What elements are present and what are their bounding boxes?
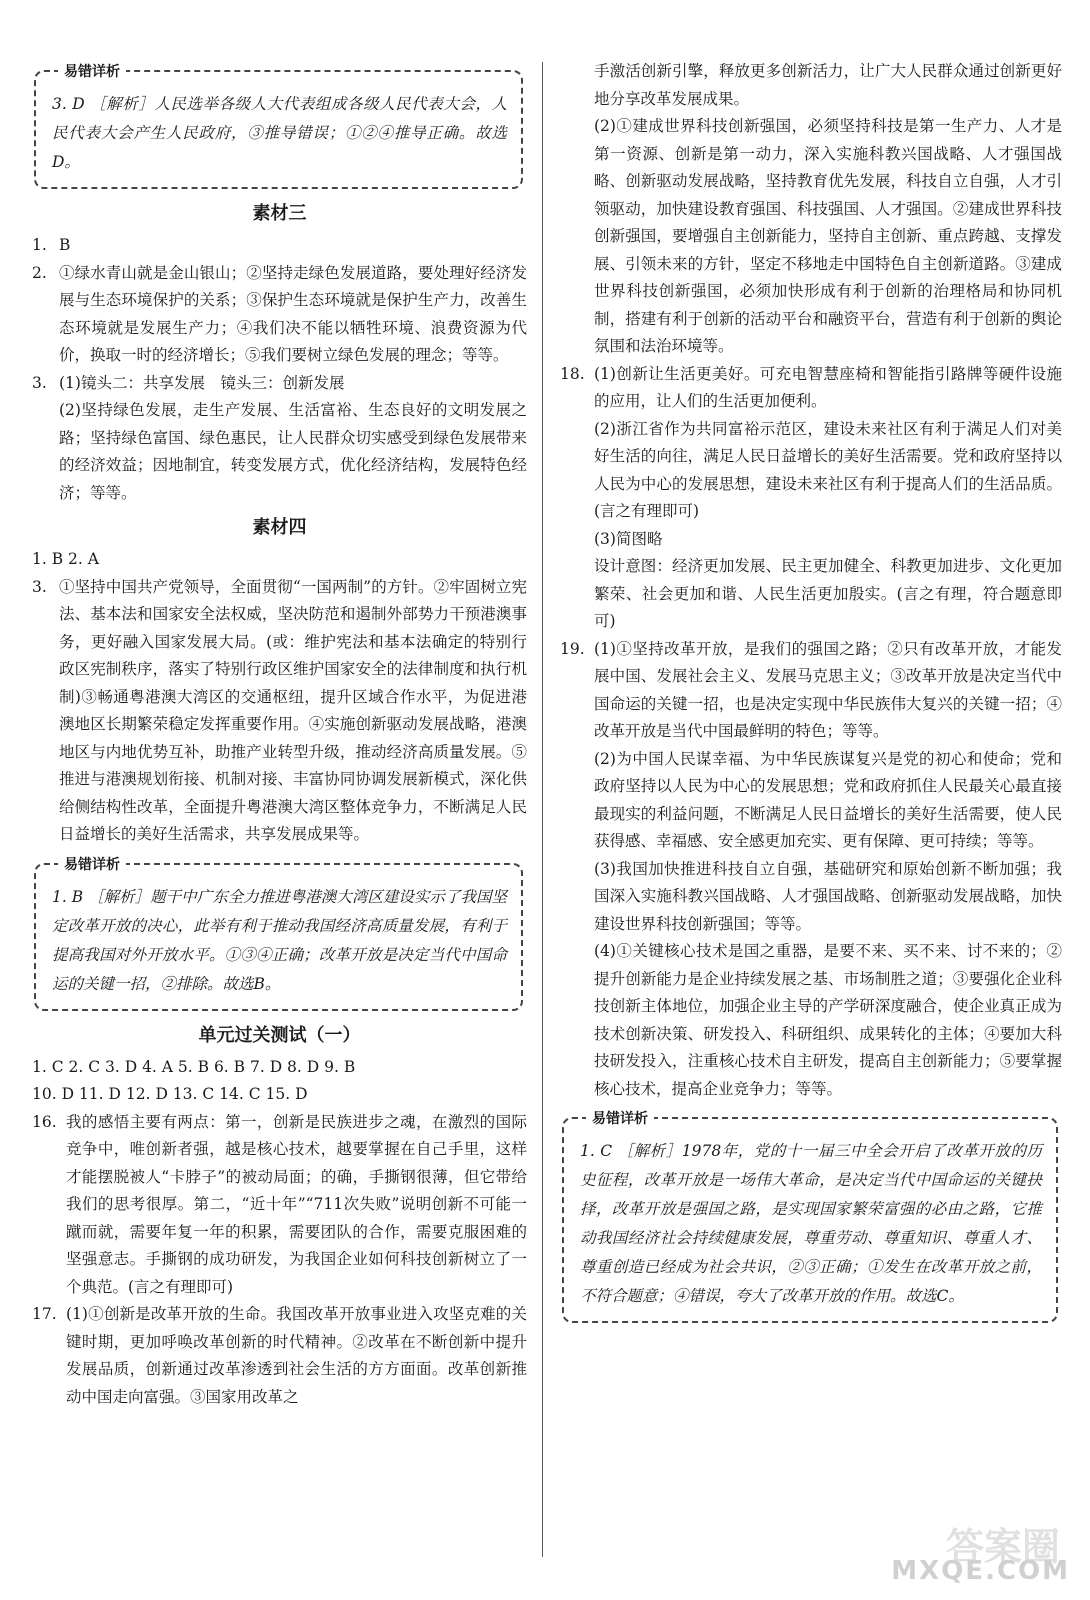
answer-row: 1. C 2. C 3. D 4. A 5. B 6. B 7. D 8. D 9. B <box>32 1057 356 1076</box>
answer-item: 16. 我的感悟主要有两点：第一，创新是民族进步之魂，在激烈的国际竞争中，唯创新者强，越是核心技术，越要掌握在自己手里，这样才能摆脱被人“卡脖子”的被动局面；的确，手撕钢很薄，但它带给我们的思考很厚。第二，“近十年”“711次失败”说明创新不可能一蹴而就，需要年复一年的积累，需要团队的合作，需要克服困难的坚强意志。手撕钢的成功研发，为我国企业如何科技创新树立了一个典范。(言之有理即可) <box>32 1112 527 1296</box>
answer-text: (2)①建成世界科技创新强国，必须坚持科技是第一生产力、人才是第一资源、创新是第一动力，深入实施科教兴国战略、人才强国战略、创新驱动发展战略，坚持教育优先发展，科技自立自强，人才引领驱动，加快建设教育强国、科技强国、人才强国。②建成世界科技创新强国，要增强自主创新能力，坚持自主创新、重点跨越、支撑发展、引领未来的方针，坚定不移地走中国特色自主创新道路。③建成世界科技创新强国，必须加快形成有利于创新的治理格局和协同机制，搭建有利于创新的活动平台和融资平台，营造有利于创新的舆论氛围和法治环境等。 <box>594 117 1062 355</box>
section-title: 单元过关测试（一） <box>198 1024 361 1046</box>
watermark <box>891 1516 1070 1586</box>
section-title: 素材四 <box>252 517 307 538</box>
answer-text: (2)坚持绿色发展，走生产发展、生活富裕、生态良好的文明发展之路；坚持绿色富国、绿色惠民，让人民群众切实感受到绿色发展带来的经济效益；因地制宜，转变发展方式，优化经济结构，发展特色经济；等等。 <box>59 401 527 502</box>
answer-row: 10. D 11. D 12. D 13. C 14. C 15. D <box>32 1085 308 1103</box>
box-label: 易错详析 <box>58 61 126 81</box>
right-column <box>560 58 1062 1331</box>
answer-text: (2)为中国人民谋幸福、为中华民族谋复兴是党的初心和使命；党和政府坚持以人民为中心的发展思想；党和政府抓住人民最关心最直接最现实的利益问题，不断满足人民日益增长的美好生活需要，使人民获得感、幸福感、安全感更加充实、更有保障、更可持续；等等。 <box>594 749 1062 850</box>
answer-row: 1. B 2. A <box>32 550 99 568</box>
box-label: 易错详析 <box>58 854 126 874</box>
section-title: 素材三 <box>252 203 307 224</box>
answer-item: 17. (1)①创新是改革开放的生命。我国改革开放事业进入攻坚克难的关键时期，更加呼唤改革创新的时代精神。②改革在不断创新中提升发展品质，创新通过改革渗透到社会生活的方方面面。改革创新推动中国走向富强。③国家用改革之 <box>32 1305 527 1406</box>
error-analysis-box <box>562 1111 1058 1323</box>
answer-item: 18. (1)创新让生活更美好。可充电智慧座椅和智能指引路牌等硬件设施的应用，让人们的生活更加便利。 <box>560 364 1062 410</box>
box-text: 1. B ［解析］题干中广东全力推进粤港澳大湾区建设实示了我国坚定改革开放的决心，此举有利于推动我国经济高质量发展，有利于提高我国对外开放水平。①③④正确；改革开放是决定当代中国命运的关键一招，②排除。故选B。 <box>52 887 507 993</box>
answer-item: 3. ①坚持中国共产党领导，全面贯彻“一国两制”的方针。②牢固树立宪法、基本法和国家安全法权威，坚决防范和遏制外部势力干预港澳事务，更好融入国家发展大局。(或：维护宪法和基本法确定的特别行政区宪制秩序，落实了特别行政区维护国家安全的法律制度和执行机制)③畅通粤港澳大湾区的交通枢纽，提升区域合作水平，为促进港澳地区长期繁荣稳定发挥重要作用。④实施创新驱动发展战略，港澳地区与内地优势互补，助推产业转型升级，推动经济高质量发展。⑤推进与港澳规划衔接、机制对接、丰富协同协调发展新模式，深化供给侧结构性改革，全面提升粤港澳大湾区整体竞争力，不断满足人民日益增长的美好生活需求，共享发展成果等。 <box>32 577 527 843</box>
answer-text: (2)浙江省作为共同富裕示范区，建设未来社区有利于满足人们对美好生活的向往，满足人民日益增长的美好生活需要。党和政府坚持以人民为中心的发展思想，建设未来社区有利于提高人们的生活品质。(言之有理即可) <box>594 419 1062 520</box>
answer-text: 手激活创新引擎，释放更多创新活力，让广大人民群众通过创新更好地分享改革发展成果。 <box>594 62 1062 108</box>
box-text: 3. D ［解析］人民选举各级人大代表组成各级人民代表大会，人民代表大会产生人民政府，③推导错误；①②④推导正确。故选D。 <box>52 95 507 171</box>
column-divider <box>542 62 543 1557</box>
answer-item: 3. (1)镜头二：共享发展 镜头三：创新发展 <box>32 373 345 392</box>
error-analysis-box <box>34 64 523 189</box>
answer-text: (3)简图略 <box>594 529 663 548</box>
watermark-logo: 答案圈 <box>945 1525 1060 1569</box>
watermark-site: MXQE.COM <box>891 1556 1070 1586</box>
answer-item: 19. (1)①坚持改革开放，是我们的强国之路；②只有改革开放，才能发展中国、发展社会主义、发展马克思主义；③改革开放是决定当代中国命运的关键一招，也是决定实现中华民族伟大复兴的关键一招；④改革开放是当代中国最鲜明的特色；等等。 <box>560 639 1062 740</box>
answer-item: 2. ①绿水青山就是金山银山；②坚持走绿色发展道路，要处理好经济发展与生态环境保护的关系；③保护生态环境就是保护生产力，改善生态环境就是发展生产力；④我们决不能以牺牲环境、浪费资源为代价，换取一时的经济增长；⑤我们要树立绿色发展的理念；等等。 <box>32 263 527 364</box>
answer-text: (4)①关键核心技术是国之重器，是要不来、买不来、讨不来的；②提升创新能力是企业持续发展之基、市场制胜之道；③要强化企业科技创新主体地位，加强企业主导的产学研深度融合，使企业真正成为技术创新决策、研发投入、科研组织、成果转化的主体；④要加大科技研发投入，注重核心技术自主研发，提高自主创新能力；⑤要掌握核心技术，提高企业竞争力；等等。 <box>594 942 1062 1098</box>
answer-item: 1. B <box>32 236 71 254</box>
error-analysis-box <box>34 856 523 1011</box>
left-column <box>32 58 527 1411</box>
answer-text: (3)我国加快推进科技自立自强，基础研究和原始创新不断加强；我国深入实施科教兴国战略、人才强国战略、创新驱动发展战略，加快建设世界科技创新强国；等等。 <box>594 859 1062 933</box>
box-label: 易错详析 <box>586 1108 654 1128</box>
box-text: 1. C ［解析］1978年，党的十一届三中全会开启了改革开放的历史征程，改革开放是一场伟大革命，是决定当代中国命运的关键抉择，改革开放是强国之路，是实现国家繁荣富强的必由之路，它推动我国经济社会持续健康发展，尊重劳动、尊重知识、尊重人才、尊重创造已经成为社会共识，②③正确；①发生在改革开放之前，不符合题意；④错误，夸大了改革开放的作用。故选C。 <box>580 1142 1042 1305</box>
answer-text: 设计意图：经济更加发展、民主更加健全、科教更加进步、文化更加繁荣、社会更加和谐、人民生活更加殷实。(言之有理，符合题意即可) <box>594 557 1062 630</box>
